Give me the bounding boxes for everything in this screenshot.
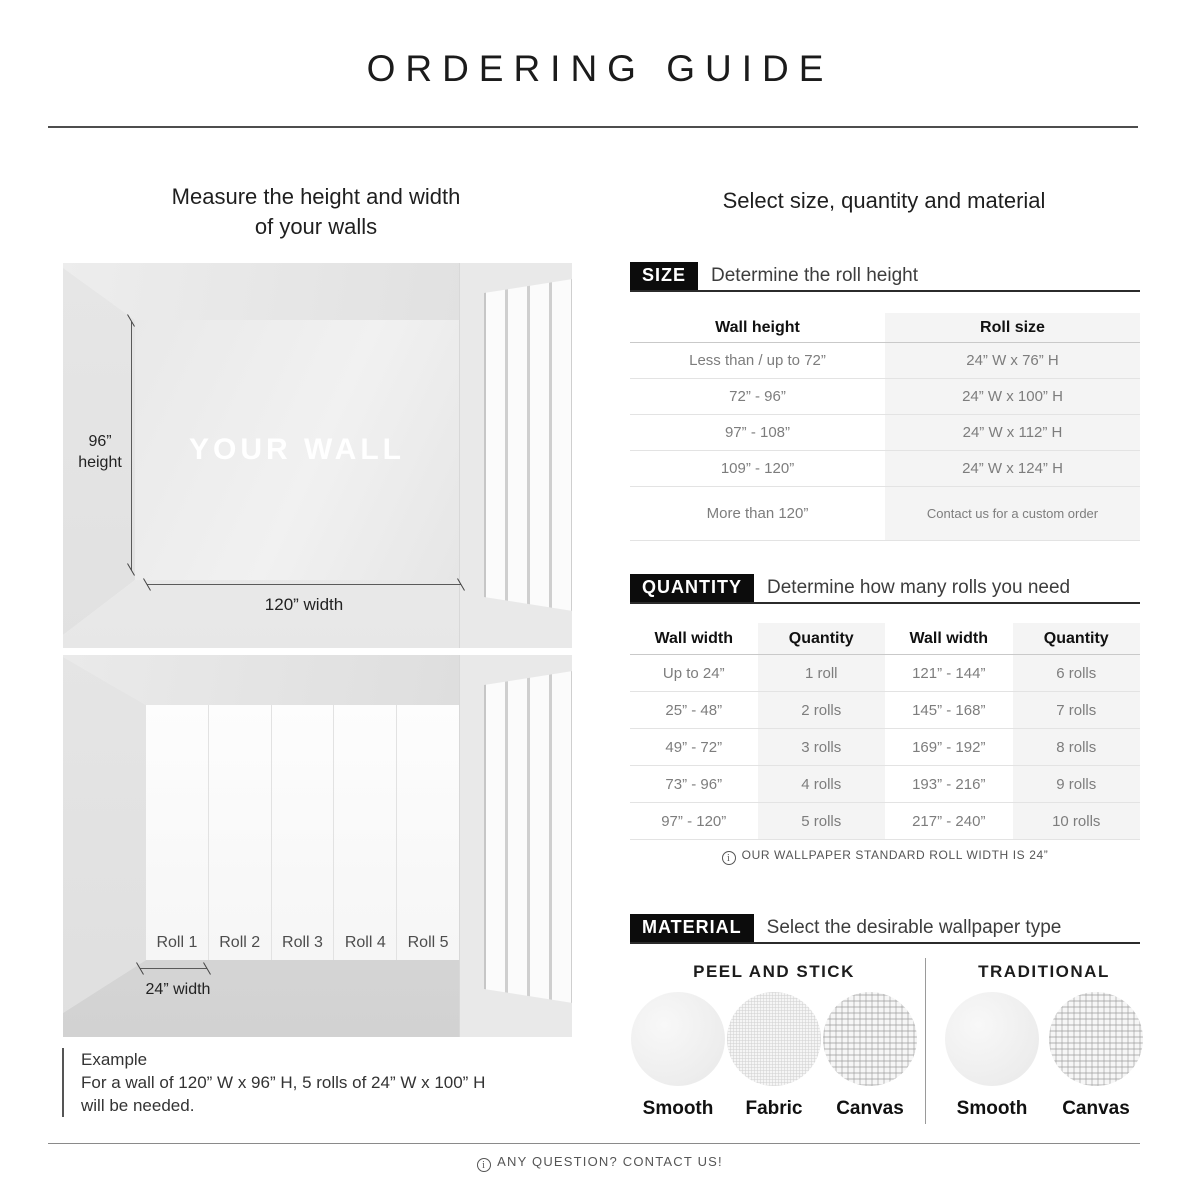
window bbox=[484, 671, 572, 1003]
canvas-texture-swatch bbox=[823, 992, 917, 1086]
room2-right-wall bbox=[459, 655, 572, 1037]
note-text: OUR WALLPAPER STANDARD ROLL WIDTH IS 24” bbox=[741, 848, 1049, 862]
roll-panel-2: Roll 2 bbox=[209, 705, 272, 960]
qty-cell: 25” - 48” bbox=[630, 692, 758, 729]
roll-width-note bbox=[630, 848, 1140, 865]
qty-cell: 8 rolls bbox=[1013, 729, 1141, 766]
swatch-label: Smooth bbox=[956, 1098, 1028, 1119]
room1-right-wall bbox=[459, 263, 572, 648]
qty-cell: 10 rolls bbox=[1013, 803, 1141, 840]
height-word: height bbox=[78, 454, 122, 471]
size-cell: Contact us for a custom order bbox=[885, 487, 1140, 541]
roll-panel-5: Roll 5 bbox=[397, 705, 459, 960]
footer-text: ANY QUESTION? CONTACT US! bbox=[497, 1154, 723, 1169]
qty-cell: 73” - 96” bbox=[630, 766, 758, 803]
qty-cell: 7 rolls bbox=[1013, 692, 1141, 729]
left-heading-line2: of your walls bbox=[254, 214, 378, 239]
peel-and-stick-title: PEEL AND STICK bbox=[693, 962, 855, 981]
swatch-label: Smooth bbox=[642, 1098, 714, 1119]
roll-width-measure-line bbox=[140, 968, 207, 969]
qty-cell: 9 rolls bbox=[1013, 766, 1141, 803]
height-label bbox=[69, 431, 131, 473]
info-icon: i bbox=[477, 1158, 491, 1172]
qty-cell: 3 rolls bbox=[758, 729, 886, 766]
quantity-badge: QUANTITY bbox=[630, 574, 754, 602]
swatch-cell bbox=[630, 992, 726, 1120]
size-cell: More than 120” bbox=[630, 487, 885, 541]
qty-cell: 2 rolls bbox=[758, 692, 886, 729]
right-column-heading: Select size, quantity and material bbox=[722, 188, 1046, 213]
size-cell: 24” W x 112” H bbox=[885, 415, 1140, 451]
room-illustration-measure bbox=[63, 263, 572, 648]
qty-col-header: Quantity bbox=[758, 623, 886, 655]
qty-cell: 121” - 144” bbox=[885, 655, 1013, 692]
traditional-title: TRADITIONAL bbox=[978, 962, 1110, 981]
swatch-cell bbox=[944, 992, 1040, 1120]
height-measure-line bbox=[131, 322, 132, 570]
smooth-texture-swatch bbox=[945, 992, 1039, 1086]
left-heading-line1: Measure the height and width bbox=[171, 184, 461, 209]
canvas-texture-swatch bbox=[1049, 992, 1143, 1086]
traditional-swatches bbox=[944, 992, 1144, 1120]
footer-contact bbox=[0, 1154, 1200, 1172]
size-cell: 24” W x 124” H bbox=[885, 451, 1140, 487]
footer-divider bbox=[48, 1143, 1140, 1144]
roll-panel-3: Roll 3 bbox=[272, 705, 335, 960]
swatch-label: Canvas bbox=[836, 1098, 904, 1119]
fabric-texture-swatch bbox=[727, 992, 821, 1086]
qty-cell: 1 roll bbox=[758, 655, 886, 692]
width-measure-line bbox=[147, 584, 461, 585]
qty-cell: 169” - 192” bbox=[885, 729, 1013, 766]
info-icon: i bbox=[722, 851, 736, 865]
size-col-header: Wall height bbox=[630, 313, 885, 343]
size-table bbox=[630, 313, 1140, 541]
window bbox=[484, 279, 572, 611]
swatch-cell bbox=[1048, 992, 1144, 1120]
qty-cell: 97” - 120” bbox=[630, 803, 758, 840]
swatch-label: Canvas bbox=[1062, 1098, 1130, 1119]
quantity-subtitle: Determine how many rolls you need bbox=[767, 577, 1071, 598]
qty-cell: 193” - 216” bbox=[885, 766, 1013, 803]
size-cell: 24” W x 76” H bbox=[885, 343, 1140, 379]
qty-cell: 6 rolls bbox=[1013, 655, 1141, 692]
width-label: 120” width bbox=[264, 595, 344, 614]
size-cell: 109” - 120” bbox=[630, 451, 885, 487]
qty-cell: 4 rolls bbox=[758, 766, 886, 803]
room-illustration-rolls bbox=[63, 655, 572, 1037]
roll-panel-4: Roll 4 bbox=[334, 705, 397, 960]
qty-col-header: Wall width bbox=[630, 623, 758, 655]
material-badge: MATERIAL bbox=[630, 914, 754, 942]
size-cell: 72” - 96” bbox=[630, 379, 885, 415]
size-cell: 24” W x 100” H bbox=[885, 379, 1140, 415]
page-title: ORDERING GUIDE bbox=[366, 48, 834, 89]
qty-cell: Up to 24” bbox=[630, 655, 758, 692]
material-divider bbox=[925, 958, 926, 1124]
material-section-header bbox=[630, 914, 1140, 944]
swatch-cell bbox=[822, 992, 918, 1120]
roll-panel-1: Roll 1 bbox=[146, 705, 209, 960]
top-divider bbox=[48, 126, 1138, 128]
your-wall-label: YOUR WALL bbox=[189, 433, 405, 466]
example-line1: For a wall of 120” W x 96” H, 5 rolls of 24” W x 100” H bbox=[81, 1073, 486, 1092]
quantity-table bbox=[630, 623, 1140, 840]
material-subtitle: Select the desirable wallpaper type bbox=[766, 917, 1062, 938]
size-cell: 97” - 108” bbox=[630, 415, 885, 451]
size-cell: Less than / up to 72” bbox=[630, 343, 885, 379]
smooth-texture-swatch bbox=[631, 992, 725, 1086]
peel-and-stick-swatches bbox=[630, 992, 918, 1120]
size-col-header: Roll size bbox=[885, 313, 1140, 343]
qty-cell: 5 rolls bbox=[758, 803, 886, 840]
roll-width-label: 24” width bbox=[145, 981, 211, 998]
size-badge: SIZE bbox=[630, 262, 698, 290]
quantity-section-header bbox=[630, 574, 1140, 604]
example-block bbox=[62, 1048, 514, 1117]
room1-back-wall bbox=[135, 320, 459, 580]
roll-panels bbox=[146, 705, 459, 960]
example-heading: Example bbox=[81, 1050, 148, 1069]
size-section-header bbox=[630, 262, 1140, 292]
left-column-heading bbox=[60, 182, 572, 242]
qty-cell: 217” - 240” bbox=[885, 803, 1013, 840]
qty-cell: 145” - 168” bbox=[885, 692, 1013, 729]
swatch-label: Fabric bbox=[745, 1098, 803, 1119]
qty-cell: 49” - 72” bbox=[630, 729, 758, 766]
size-subtitle: Determine the roll height bbox=[711, 265, 919, 286]
qty-col-header: Quantity bbox=[1013, 623, 1141, 655]
qty-col-header: Wall width bbox=[885, 623, 1013, 655]
example-line2: will be needed. bbox=[81, 1096, 195, 1115]
height-value: 96” bbox=[88, 433, 112, 450]
swatch-cell bbox=[726, 992, 822, 1120]
